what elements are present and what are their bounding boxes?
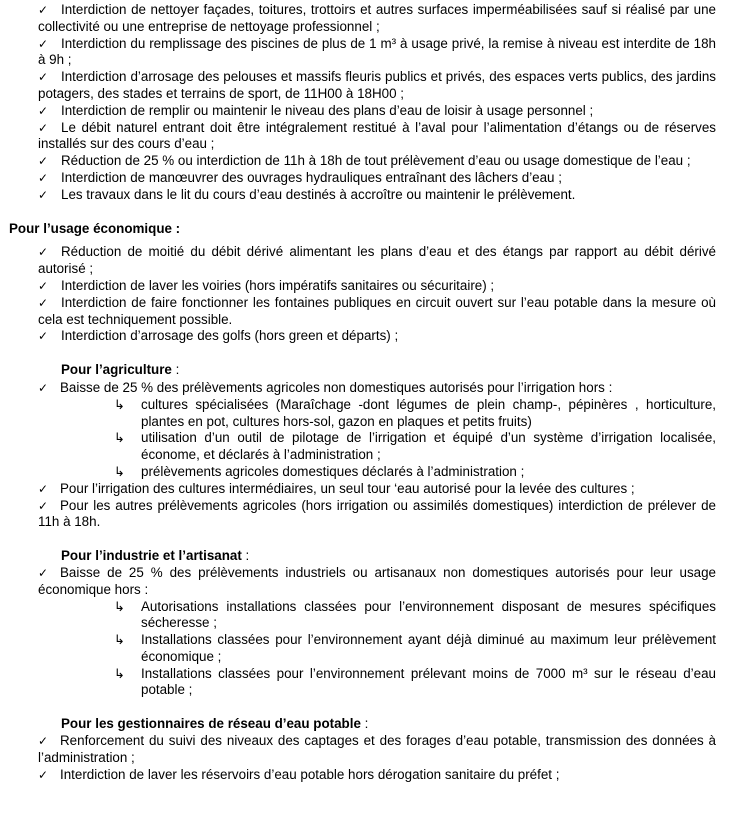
list-item: ✓ Les travaux dans le lit du cours d’eau destinés à accroître ou maintenir le prélèvement. bbox=[38, 186, 576, 202]
list-item: ✓ Baisse de 25 % des prélèvements industriels ou artisanaux non domestiques autorisés pour leur usage économique hors : bbox=[38, 564, 716, 597]
list-item: ✓ Réduction de 25 % ou interdiction de 11h à 18h de tout prélèvement d’eau ou usage domestique de l’eau ; bbox=[38, 153, 691, 169]
water-network-measures-list bbox=[0, 733, 729, 783]
checkmark-icon: ✓ bbox=[38, 767, 49, 782]
list-item: ✓ Interdiction d’arrosage des golfs (hors green et départs) ; bbox=[38, 328, 399, 344]
sub-arrow-icon: ↳ bbox=[114, 665, 125, 681]
checkmark-icon: ✓ bbox=[38, 154, 49, 169]
checkmark-icon: ✓ bbox=[38, 278, 49, 293]
checkmark-icon: ✓ bbox=[38, 3, 49, 17]
checkmark-icon: ✓ bbox=[38, 329, 49, 344]
sub-arrow-icon: ↳ bbox=[114, 430, 125, 446]
list-item: ✓ Interdiction de laver les réservoirs d’eau potable hors dérogation sanitaire du préfet ; bbox=[38, 766, 560, 782]
checkmark-icon: ✓ bbox=[38, 70, 49, 85]
list-item: ✓ Renforcement du suivi des niveaux des captages et des forages d’eau potable, transmission des données à l’administration ; bbox=[38, 733, 716, 765]
checkmark-icon: ✓ bbox=[38, 36, 49, 51]
sub-arrow-icon: ↳ bbox=[114, 632, 125, 648]
checkmark-icon: ✓ bbox=[38, 245, 49, 260]
list-item: ✓ Interdiction d’arrosage des pelouses et massifs fleuris publics et privés, des espaces verts publics, des jardins potagers, des stades et terrains de sport, de 11H00 à 18H00 ; bbox=[38, 69, 716, 101]
document-page bbox=[0, 2, 729, 783]
sub-list-item: ↳ utilisation d’un outil de pilotage de l’irrigation et équipé d’un système d’irrigation localisée, économe, et déclarés à l’administration ; bbox=[114, 430, 716, 463]
industry-measures-list bbox=[0, 565, 729, 699]
sub-list-item: ↳ Installations classées pour l’environnement prélevant moins de 7000 m³ sur le réseau d’eau potable ; bbox=[114, 665, 716, 698]
checkmark-icon: ✓ bbox=[38, 120, 49, 135]
checkmark-icon: ✓ bbox=[38, 734, 49, 749]
economic-measures-list bbox=[0, 244, 729, 345]
list-item: ✓ Interdiction de remplir ou maintenir le niveau des plans d’eau de loisir à usage personnel ; bbox=[38, 102, 594, 118]
checkmark-icon: ✓ bbox=[38, 170, 49, 185]
subsection-title-agriculture: Pour l’agriculture : bbox=[61, 362, 180, 378]
list-item: ✓ Interdiction de manœuvrer des ouvrages hydrauliques entraînant des lâchers d’eau ; bbox=[38, 169, 562, 185]
checkmark-icon: ✓ bbox=[38, 565, 49, 580]
list-item: ✓ Interdiction du remplissage des piscines de plus de 1 m³ à usage privé, la remise à niveau est interdite de 18h à 9h ; bbox=[38, 35, 716, 68]
checkmark-icon: ✓ bbox=[38, 103, 49, 118]
list-item: ✓ Le débit naturel entrant doit être intégralement restitué à l’aval pour l’alimentation d’étangs ou de réserves installés sur des cours d’eau ; bbox=[38, 119, 716, 152]
sub-list-item: ↳ prélèvements agricoles domestiques déclarés à l’administration ; bbox=[114, 463, 525, 479]
sub-arrow-icon: ↳ bbox=[114, 463, 125, 479]
list-item: ✓ Interdiction de laver les voiries (hors impératifs sanitaires ou sécuritaire) ; bbox=[38, 277, 495, 293]
list-item: ✓ Interdiction de faire fonctionner les fontaines publiques en circuit ouvert sur l’eau potable dans la mesure où cela est techniquement possible. bbox=[38, 294, 716, 327]
checkmark-icon: ✓ bbox=[38, 295, 49, 310]
subsection-title-water-network: Pour les gestionnaires de réseau d’eau potable : bbox=[61, 716, 369, 732]
sub-list-item: ↳ Autorisations installations classées pour l’environnement disposant de mesures spécifiques sécheresse ; bbox=[114, 598, 716, 631]
domestic-measures-list bbox=[0, 2, 729, 204]
subsection-title-industry: Pour l’industrie et l’artisanat : bbox=[61, 548, 250, 564]
sub-list-item: ↳ cultures spécialisées (Maraîchage -dont légumes de plein champ-, pépinères , horticulture, plantes en pot, cultures hors-sol, gazon en plaques et petits fruits) bbox=[114, 396, 716, 429]
section-title-economic: Pour l’usage économique : bbox=[9, 220, 181, 236]
list-item: ✓ Interdiction de nettoyer façades, toitures, trottoirs et autres surfaces imperméabilisées sauf si réalisé par une collectivité ou une entreprise de nettoyage professionnel ; bbox=[38, 2, 716, 34]
agriculture-measures-list bbox=[0, 380, 729, 531]
list-item: ✓ Pour l’irrigation des cultures intermédiaires, un seul tour ‘eau autorisé pour la levée des cultures ; bbox=[38, 480, 635, 496]
checkmark-icon: ✓ bbox=[38, 380, 49, 395]
list-item: ✓ Baisse de 25 % des prélèvements agricoles non domestiques autorisés pour l’irrigation hors : bbox=[38, 379, 613, 395]
sub-arrow-icon: ↳ bbox=[114, 396, 125, 412]
sub-list-item: ↳ Installations classées pour l’environnement ayant déjà diminué au maximum leur prélèvement économique ; bbox=[114, 632, 716, 664]
checkmark-icon: ✓ bbox=[38, 481, 49, 496]
checkmark-icon: ✓ bbox=[38, 498, 49, 513]
checkmark-icon: ✓ bbox=[38, 187, 49, 202]
list-item: ✓ Réduction de moitié du débit dérivé alimentant les plans d’eau et des étangs par rapport au débit dérivé autorisé ; bbox=[38, 244, 716, 277]
list-item: ✓ Pour les autres prélèvements agricoles (hors irrigation ou assimilés domestiques) interdiction de prélever de 11h à 18h. bbox=[38, 497, 716, 530]
sub-arrow-icon: ↳ bbox=[114, 598, 125, 614]
